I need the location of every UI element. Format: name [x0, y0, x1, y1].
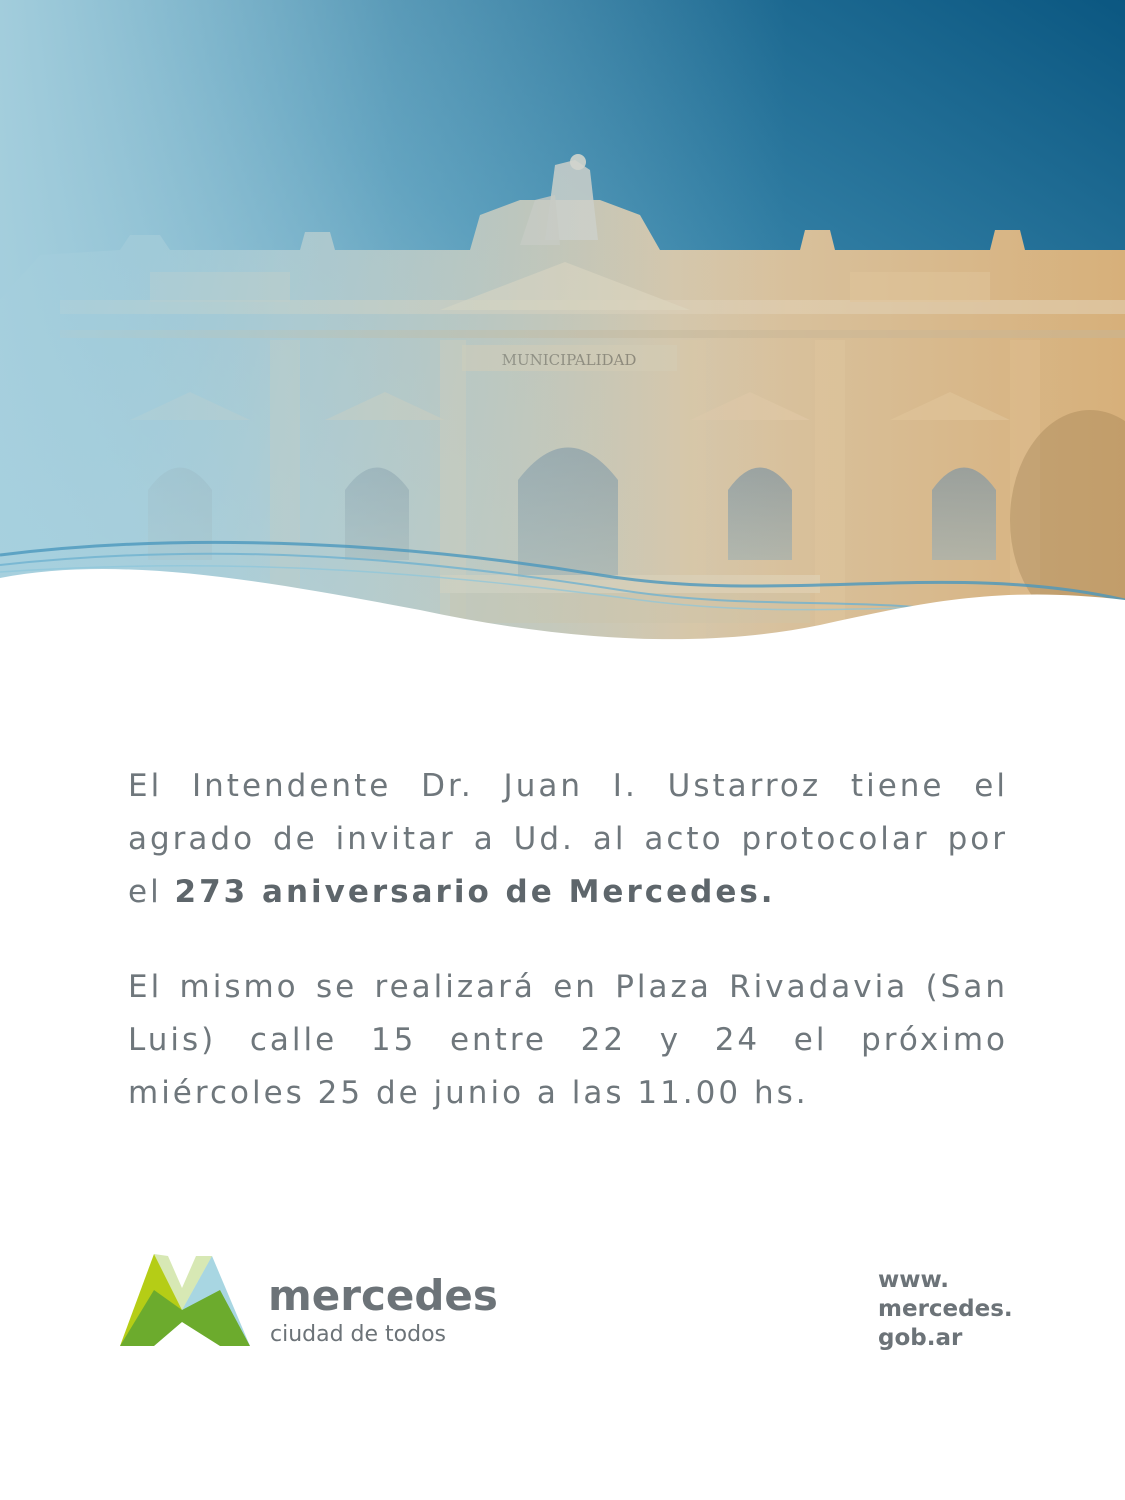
logo-name: mercedes [268, 1271, 498, 1320]
anniversary-highlight: 273 aniversario de Mercedes. [174, 874, 776, 910]
mountain-m-icon [120, 1250, 250, 1350]
invitation-paragraph-1 [128, 760, 1008, 919]
mercedes-logo [120, 1250, 540, 1360]
logo-tagline: ciudad de todos [270, 1322, 447, 1347]
website-line-1: www. [878, 1267, 950, 1293]
hero-image [0, 0, 1125, 700]
invitation-text [128, 760, 1008, 1120]
website-address [878, 1266, 1013, 1353]
website-line-2: mercedes. [878, 1296, 1013, 1322]
website-line-3: gob.ar [878, 1325, 963, 1351]
invitation-paragraph-2: El mismo se realizará en Plaza Rivadavia (San Luis) calle 15 entre 22 y 24 el próximo miércoles 25 de junio a las 11.00 hs. [128, 969, 1008, 1111]
invitation-paragraph-1-text: El Intendente Dr. Juan I. Ustarroz tiene el agrado de invitar a Ud. al acto protocolar por el [128, 768, 1008, 910]
